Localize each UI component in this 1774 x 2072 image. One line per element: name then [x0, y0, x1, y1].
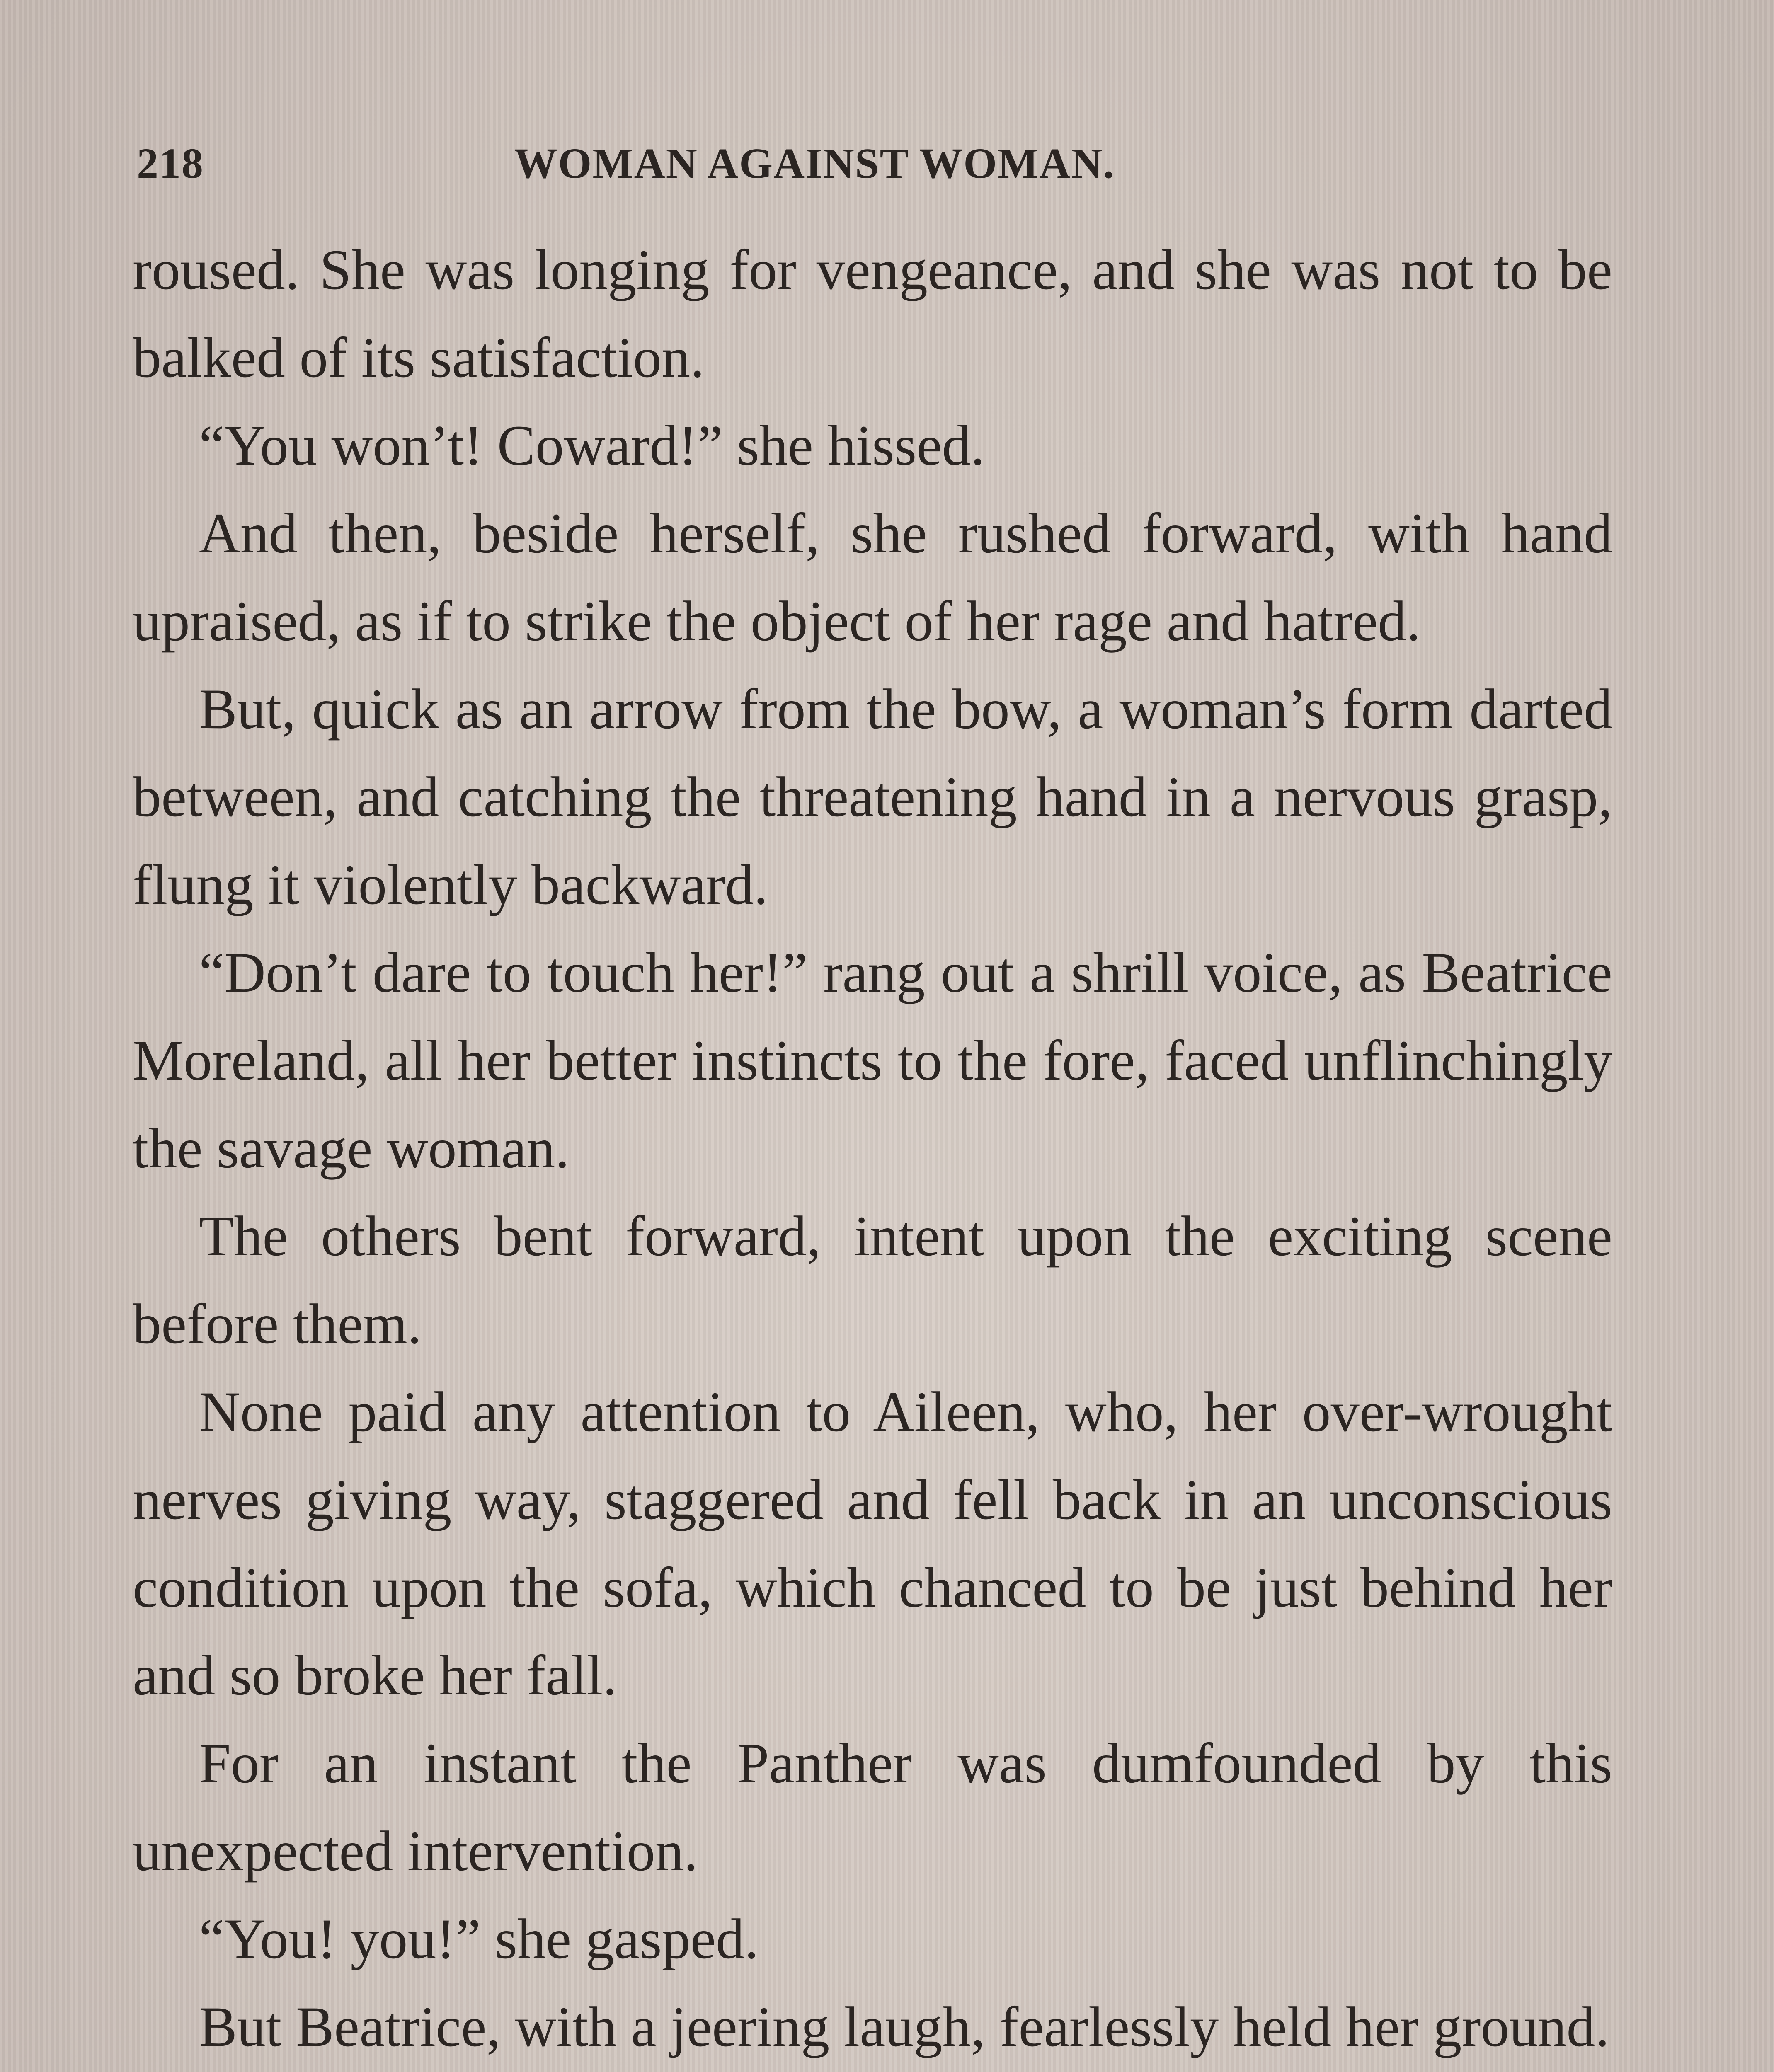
running-title: WOMAN AGAINST WOMAN.	[514, 140, 1115, 187]
body-text	[133, 226, 1612, 2072]
paragraph: “You! you!” she gasped.	[199, 1907, 759, 1970]
paragraph: “Don’t dare to touch her!” rang out a shrill voice, as Beatrice Moreland, all her better instincts to the fore, faced unflinchingly the savage woman.	[133, 941, 1612, 1180]
paragraph: But, quick as an arrow from the bow, a woman’s form darted between, and catching the threatening hand in a nervous grasp, flung it violently backward.	[133, 677, 1612, 916]
paragraph: But Beatrice, with a jeering laugh, fearlessly held her ground.	[199, 1995, 1609, 2058]
paragraph: And then, beside herself, she rushed forward, with hand upraised, as if to strike the object of her rage and hatred.	[133, 501, 1612, 653]
paragraph: None paid any attention to Aileen, who, her over-wrought nerves giving way, staggered and fell back in an unconscious condition upon the sofa, which chanced to be just behind her and so broke her fall.	[133, 1380, 1612, 1707]
paragraph: The others bent forward, intent upon the exciting scene before them.	[133, 1204, 1612, 1356]
paragraph: For an instant the Panther was dumfounded by this unexpected intervention.	[133, 1731, 1612, 1883]
paragraph: “You won’t! Coward!” she hissed.	[199, 414, 985, 477]
paragraph-continued: roused. She was longing for vengeance, and she was not to be balked of its satisfaction.	[133, 238, 1612, 389]
page-number: 218	[137, 140, 204, 187]
running-head	[137, 137, 1612, 191]
